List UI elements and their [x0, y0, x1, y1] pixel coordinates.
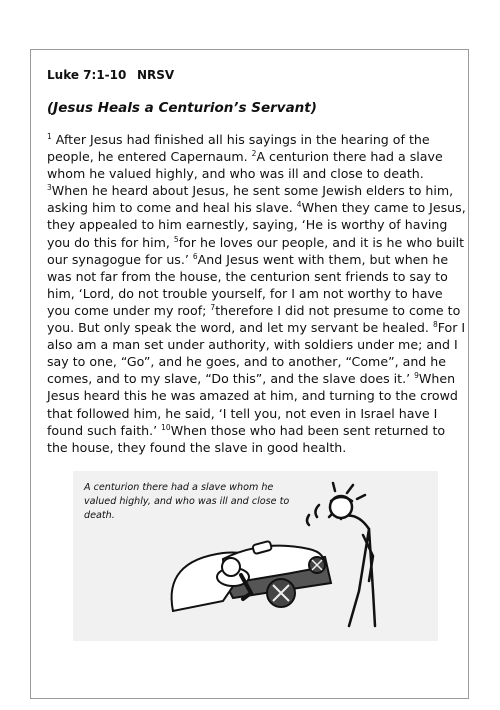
passage-text	[47, 131, 467, 456]
verse-text: for he loves our people, and it is he who built our synagogue for us.’	[47, 234, 465, 267]
verse-number: 8	[432, 320, 438, 330]
verse-text: When he heard about Jesus, he sent some Jewish elders to him, asking him to come and heal his slave.	[47, 183, 454, 216]
verse-number: 1	[47, 132, 52, 141]
verse-text: After Jesus had finished all his sayings in the hearing of the people, he entered Capernaum.	[47, 132, 430, 165]
verse-text: When they came to Jesus, they appealed to him earnestly, saying, ‘He is worthy of having you do this for him,	[47, 200, 466, 250]
verse-number: 7	[210, 302, 216, 312]
verse-text: therefore I did not presume to come to you. But only speak the word, and let my servant be healed.	[47, 302, 461, 336]
verse-number: 3	[47, 183, 52, 193]
verse-number: 10	[161, 422, 171, 432]
illustration-caption: A centurion there had a slave whom he valued highly, and who was ill and close to death.	[84, 482, 290, 521]
verse-text: For I also am a man set under authority, with soldiers under me; and I say to one, “Go”, and he goes, and to another, “Come”, and he comes, and to my slave, “Do this”, and the slave does it.’	[47, 320, 466, 387]
verse-number: 2	[251, 149, 257, 159]
verse-number: 9	[414, 371, 419, 381]
verse-text: When Jesus heard this he was amazed at him, and turning to the crowd that followed him, he said, ‘I tell you, not even in Israel have I found such faith.’	[47, 371, 458, 438]
bed-wheel	[267, 579, 295, 607]
verse-number: 6	[192, 251, 198, 261]
verse-text: A centurion there had a slave whom he valued highly, and who was ill and close to death.	[47, 149, 443, 182]
verse-number: 5	[173, 234, 179, 244]
bible-version: NRSV	[137, 68, 175, 82]
verse-text: When those who had been sent returned to the house, they found the slave in good health.	[47, 422, 446, 455]
passage-heading: (Jesus Heals a Centurion’s Servant)	[47, 100, 317, 116]
bed-wheel	[309, 557, 325, 573]
slave-head	[222, 558, 240, 576]
verse-text: And Jesus went with them, but when he was not far from the house, the centurion sent friends to say to him, ‘Lord, do not trouble yourself, for I am not worthy to have you come under my roof;	[47, 251, 449, 318]
scripture-reference: Luke 7:1-10	[47, 68, 127, 82]
verse-number: 4	[296, 200, 302, 210]
